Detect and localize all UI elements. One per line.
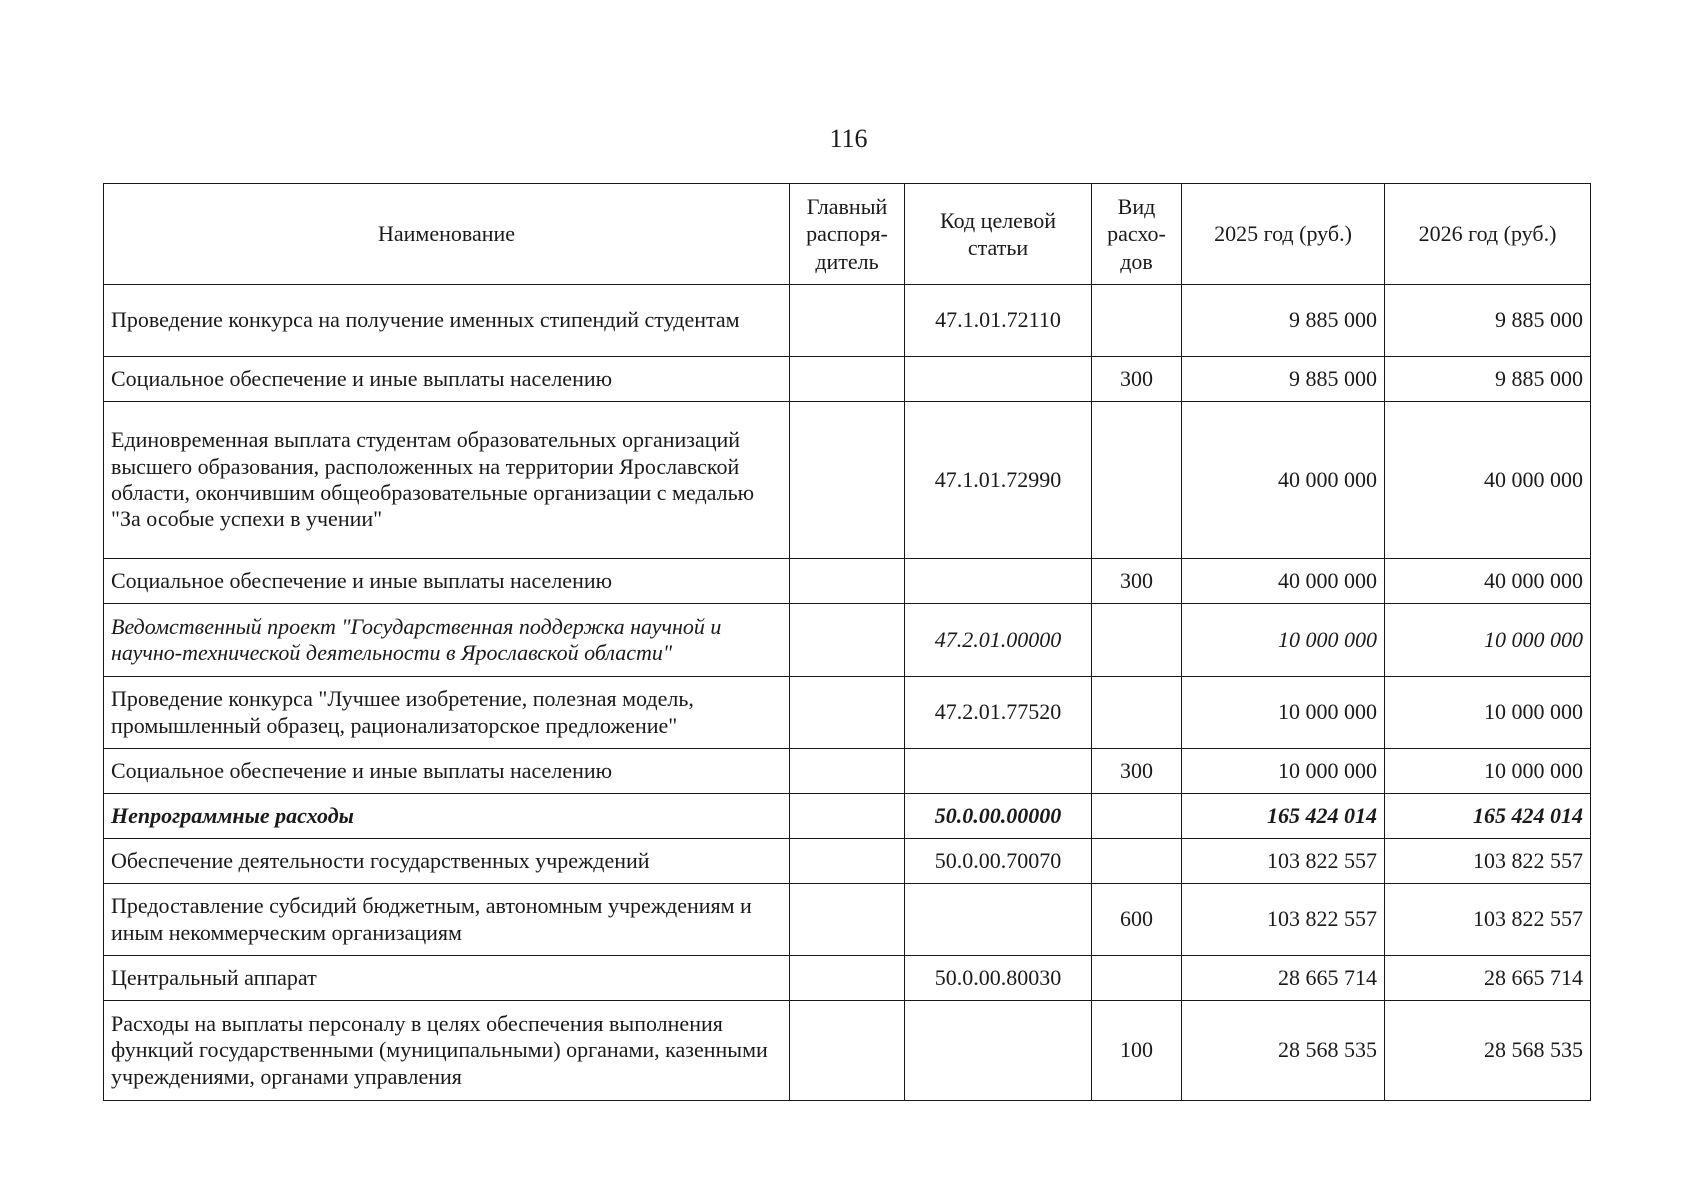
header-name: Наименование	[104, 184, 790, 285]
table-header-row	[104, 184, 1591, 285]
row-type: 600	[1092, 884, 1182, 956]
row-type	[1092, 677, 1182, 749]
row-2026: 9 885 000	[1385, 357, 1591, 402]
row-code	[905, 357, 1092, 402]
row-name: Проведение конкурса на получение именных стипендий студентам	[104, 285, 790, 357]
row-2026: 10 000 000	[1385, 604, 1591, 677]
row-code	[905, 1001, 1092, 1101]
row-2025: 10 000 000	[1182, 749, 1385, 794]
row-name: Социальное обеспечение и иные выплаты населению	[104, 749, 790, 794]
table-body	[104, 285, 1591, 1101]
row-2025: 40 000 000	[1182, 402, 1385, 559]
row-code: 50.0.00.00000	[905, 794, 1092, 839]
header-grbs: Главный распоря- дитель	[790, 184, 905, 285]
row-code: 50.0.00.70070	[905, 839, 1092, 884]
table-row	[104, 884, 1591, 956]
row-2026: 103 822 557	[1385, 839, 1591, 884]
row-code: 47.2.01.77520	[905, 677, 1092, 749]
row-name: Расходы на выплаты персоналу в целях обеспечения выполнения функций государственными (муниципальными) органами, казенными учреждениями, органами управления	[104, 1001, 790, 1101]
row-grbs	[790, 285, 905, 357]
row-type	[1092, 402, 1182, 559]
row-2026: 10 000 000	[1385, 677, 1591, 749]
row-2025: 165 424 014	[1182, 794, 1385, 839]
row-grbs	[790, 839, 905, 884]
row-code	[905, 749, 1092, 794]
row-type	[1092, 285, 1182, 357]
row-code: 50.0.00.80030	[905, 956, 1092, 1001]
header-type: Вид расхо- дов	[1092, 184, 1182, 285]
header-2026: 2026 год (руб.)	[1385, 184, 1591, 285]
row-type: 300	[1092, 559, 1182, 604]
row-grbs	[790, 884, 905, 956]
row-2026: 165 424 014	[1385, 794, 1591, 839]
row-name: Обеспечение деятельности государственных учреждений	[104, 839, 790, 884]
row-2025: 28 568 535	[1182, 1001, 1385, 1101]
row-grbs	[790, 956, 905, 1001]
row-2025: 103 822 557	[1182, 884, 1385, 956]
row-name: Центральный аппарат	[104, 956, 790, 1001]
row-name: Ведомственный проект "Государственная поддержка научной и научно-технической деятельности в Ярославской области"	[104, 604, 790, 677]
row-code: 47.1.01.72990	[905, 402, 1092, 559]
table-row	[104, 749, 1591, 794]
budget-table	[103, 183, 1591, 1101]
header-2025: 2025 год (руб.)	[1182, 184, 1385, 285]
row-2026: 28 665 714	[1385, 956, 1591, 1001]
row-type	[1092, 604, 1182, 677]
page-number: 116	[829, 124, 868, 153]
row-type: 300	[1092, 357, 1182, 402]
row-type: 300	[1092, 749, 1182, 794]
row-grbs	[790, 749, 905, 794]
row-code: 47.2.01.00000	[905, 604, 1092, 677]
row-grbs	[790, 357, 905, 402]
row-code: 47.1.01.72110	[905, 285, 1092, 357]
row-2025: 9 885 000	[1182, 357, 1385, 402]
row-2026: 28 568 535	[1385, 1001, 1591, 1101]
table-row	[104, 559, 1591, 604]
row-name: Непрограммные расходы	[104, 794, 790, 839]
table-row	[104, 1001, 1591, 1101]
table-row	[104, 839, 1591, 884]
row-type	[1092, 794, 1182, 839]
row-name: Предоставление субсидий бюджетным, автономным учреждениям и иным некоммерческим организациям	[104, 884, 790, 956]
row-name: Социальное обеспечение и иные выплаты населению	[104, 357, 790, 402]
row-2026: 9 885 000	[1385, 285, 1591, 357]
row-2026: 10 000 000	[1385, 749, 1591, 794]
row-grbs	[790, 794, 905, 839]
row-grbs	[790, 1001, 905, 1101]
row-2025: 10 000 000	[1182, 677, 1385, 749]
row-2026: 103 822 557	[1385, 884, 1591, 956]
row-name: Единовременная выплата студентам образовательных организаций высшего образования, расположенных на территории Ярославской области, окончившим общеобразовательные организации с медалью "За особые успехи в учении"	[104, 402, 790, 559]
row-2025: 103 822 557	[1182, 839, 1385, 884]
table-row	[104, 285, 1591, 357]
row-name: Социальное обеспечение и иные выплаты населению	[104, 559, 790, 604]
row-code	[905, 559, 1092, 604]
table-row	[104, 357, 1591, 402]
row-2026: 40 000 000	[1385, 402, 1591, 559]
row-grbs	[790, 402, 905, 559]
row-grbs	[790, 677, 905, 749]
table-row	[104, 402, 1591, 559]
table-row	[104, 956, 1591, 1001]
header-code: Код целевой статьи	[905, 184, 1092, 285]
row-2026: 40 000 000	[1385, 559, 1591, 604]
row-type: 100	[1092, 1001, 1182, 1101]
row-2025: 9 885 000	[1182, 285, 1385, 357]
row-2025: 10 000 000	[1182, 604, 1385, 677]
row-grbs	[790, 604, 905, 677]
row-2025: 40 000 000	[1182, 559, 1385, 604]
table-row	[104, 677, 1591, 749]
row-type	[1092, 956, 1182, 1001]
row-grbs	[790, 559, 905, 604]
row-code	[905, 884, 1092, 956]
table-row	[104, 794, 1591, 839]
table-row	[104, 604, 1591, 677]
row-2025: 28 665 714	[1182, 956, 1385, 1001]
row-name: Проведение конкурса "Лучшее изобретение, полезная модель, промышленный образец, рационализаторское предложение"	[104, 677, 790, 749]
row-type	[1092, 839, 1182, 884]
